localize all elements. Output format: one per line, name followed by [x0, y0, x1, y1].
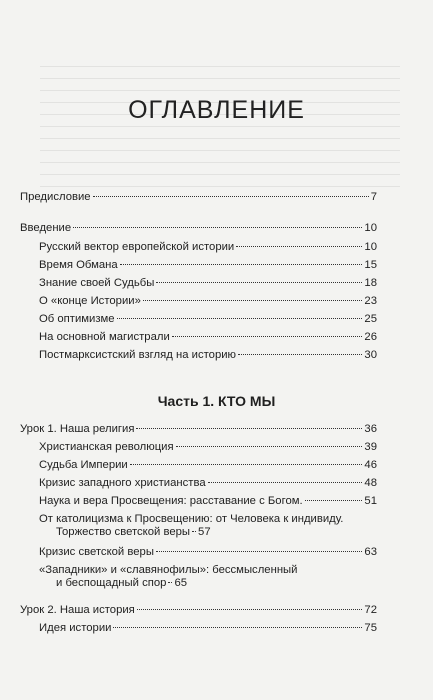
toc-entry-label: Введение [20, 222, 72, 234]
toc-entry-label-line2: и беспощадный спор [56, 577, 167, 589]
toc-entry-page: 36 [364, 423, 377, 435]
toc-entry-page: 65 [174, 577, 188, 589]
toc-entry[interactable] [39, 622, 377, 635]
toc-entry[interactable] [39, 349, 377, 362]
toc-dot-leader [143, 300, 363, 301]
toc-entry-page: 57 [198, 526, 211, 538]
toc-dot-leader [168, 582, 172, 583]
toc-dot-leader [208, 482, 363, 483]
toc-dot-leader [236, 246, 362, 247]
toc-dot-leader [156, 282, 362, 283]
toc-entry-label-line2: Торжество светской веры [56, 526, 191, 538]
toc-dot-leader [156, 551, 362, 552]
toc-entry-label: «Западники» и «славянофилы»: бессмысленный [39, 564, 298, 576]
toc-dot-leader [113, 627, 362, 628]
toc-entry-label: Христианская революция [39, 441, 174, 453]
toc-entry[interactable] [39, 564, 377, 590]
toc-dot-leader [238, 354, 362, 355]
toc-dot-leader [305, 500, 363, 501]
toc-entry[interactable] [39, 295, 377, 308]
toc-entry[interactable] [39, 513, 377, 539]
toc-entry-page: 15 [364, 259, 377, 271]
toc-entry-page: 72 [364, 604, 377, 616]
toc-entry-page: 46 [364, 459, 377, 471]
toc-entry-page: 26 [364, 331, 377, 343]
toc-dot-leader [136, 428, 362, 429]
toc-entry-label: Кризис светской веры [39, 546, 154, 558]
toc-entry-page: 7 [370, 191, 377, 203]
toc-entry-page: 10 [364, 222, 377, 234]
toc-dot-leader [130, 464, 363, 465]
toc-entry-page: 10 [364, 241, 377, 253]
toc-entry-page: 75 [364, 622, 377, 634]
toc-entry-label: От католицизма к Просвещению: от Человека к индивиду. [39, 513, 344, 525]
toc-entry[interactable] [20, 191, 377, 204]
toc-entry-page: 39 [364, 441, 377, 453]
toc-entry-label: Идея истории [39, 622, 112, 634]
toc-entry[interactable] [20, 222, 377, 235]
toc-entry[interactable] [39, 331, 377, 344]
toc-entry-page: 23 [364, 295, 377, 307]
toc-entry-page: 48 [364, 477, 377, 489]
part-heading: Часть 1. КТО МЫ [157, 393, 276, 409]
toc-entry[interactable] [39, 477, 377, 490]
toc-entry-page: 18 [364, 277, 377, 289]
toc-entry-label: Кризис западного христианства [39, 477, 206, 489]
toc-entry[interactable] [20, 423, 377, 436]
toc-entry-label: Наука и вера Просвещения: расставание с Богом. [39, 495, 303, 507]
page-title: ОГЛАВЛЕНИЕ [128, 96, 305, 124]
toc-entry-label: О «конце Истории» [39, 295, 141, 307]
toc-entry[interactable] [39, 546, 377, 559]
toc-entry-label: Урок 2. Наша история [20, 604, 135, 616]
toc-entry-label: Предисловие [20, 191, 91, 203]
toc-entry[interactable] [20, 604, 377, 617]
toc-entry[interactable] [39, 441, 377, 454]
toc-entry-label: Судьба Империи [39, 459, 128, 471]
toc-entry[interactable] [39, 277, 377, 290]
toc-dot-leader [117, 318, 363, 319]
toc-entry-label: Время Обмана [39, 259, 118, 271]
toc-entry-label: Русский вектор европейской истории [39, 241, 235, 253]
toc-entry[interactable] [39, 313, 377, 326]
toc-entry-label: На основной магистрали [39, 331, 170, 343]
toc-entry-label: Об оптимизме [39, 313, 115, 325]
toc-dot-leader [93, 196, 369, 197]
toc-dot-leader [172, 336, 363, 337]
toc-entry-label: Урок 1. Наша религия [20, 423, 135, 435]
toc-entry[interactable] [39, 241, 377, 254]
toc-entry-label: Постмарксистский взгляд на историю [39, 349, 237, 361]
toc-dot-leader [120, 264, 363, 265]
toc-entry-page: 25 [364, 313, 377, 325]
toc-entry-page: 51 [364, 495, 377, 507]
toc-dot-leader [176, 446, 363, 447]
toc-entry-continuation [39, 577, 187, 590]
toc-dot-leader [73, 227, 362, 228]
toc-entry[interactable] [39, 495, 377, 508]
toc-dot-leader [137, 609, 363, 610]
toc-entry-page: 63 [364, 546, 377, 558]
toc-entry-continuation [39, 526, 211, 539]
toc-entry-page: 30 [364, 349, 377, 361]
toc-entry-label: Знание своей Судьбы [39, 277, 155, 289]
bleed-through-text [40, 55, 400, 195]
toc-entry[interactable] [39, 459, 377, 472]
toc-entry[interactable] [39, 259, 377, 272]
toc-dot-leader [192, 531, 196, 532]
